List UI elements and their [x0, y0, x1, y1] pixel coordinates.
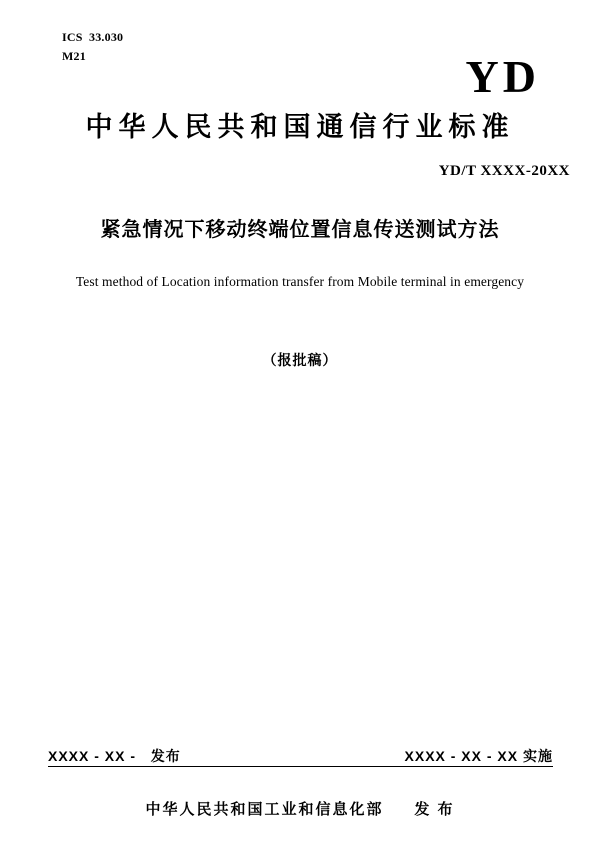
publish-date: XXXX - XX - 发布: [48, 748, 181, 764]
standard-series-title: 中华人民共和国通信行业标准: [85, 112, 515, 142]
implementation-date: XXXX - XX - XX 实施: [404, 748, 553, 764]
draft-stage-mark: （报批稿）: [262, 352, 338, 368]
document-title-chinese: 紧急情况下移动终端位置信息传送测试方法: [100, 219, 500, 241]
ics-code-label: ICS: [62, 30, 83, 44]
document-title-english: Test method of Location information transfer from Mobile terminal in emergency: [75, 274, 525, 289]
footer-dates-row: [48, 746, 553, 768]
standard-number: YD/T XXXX-20XX: [438, 163, 570, 179]
ics-classification-code: M21: [62, 49, 86, 63]
ics-classification-block: [62, 28, 123, 66]
ics-code-value: 33.030: [89, 30, 124, 44]
footer-divider: [48, 766, 553, 767]
issuing-authority: 中华人民共和国工业和信息化部 发 布: [145, 801, 455, 818]
ics-code-line: [62, 28, 123, 47]
yd-logo: YD: [465, 51, 540, 102]
